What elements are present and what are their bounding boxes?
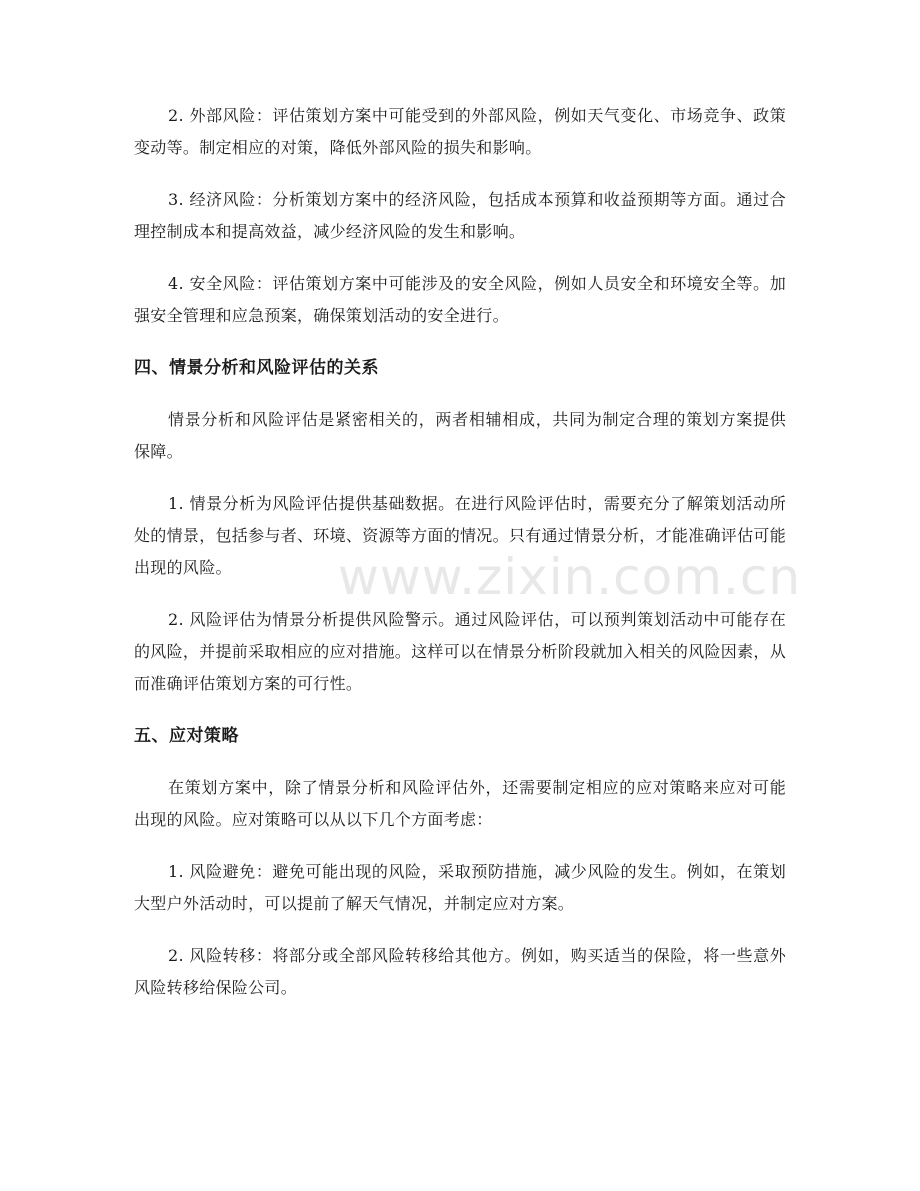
document-body [134, 100, 786, 1024]
paragraph-external-risk: 2. 外部风险：评估策划方案中可能受到的外部风险，例如天气变化、市场竞争、政策变动等。制定相应的对策，降低外部风险的损失和影响。 [134, 106, 786, 157]
paragraph-relationship-intro: 情景分析和风险评估是紧密相关的，两者相辅相成，共同为制定合理的策划方案提供保障。 [134, 410, 786, 461]
paragraph-scenario-provides-data: 1. 情景分析为风险评估提供基础数据。在进行风险评估时，需要充分了解策划活动所处的情景，包括参与者、环境、资源等方面的情况。只有通过情景分析，才能准确评估可能出现的风险。 [134, 494, 787, 577]
paragraph-risk-transfer: 2. 风险转移：将部分或全部风险转移给其他方。例如，购买适当的保险，将一些意外风险转移给保险公司。 [134, 946, 786, 997]
paragraph-risk-avoidance: 1. 风险避免：避免可能出现的风险，采取预防措施，减少风险的发生。例如，在策划大型户外活动时，可以提前了解天气情况，并制定应对方案。 [134, 862, 786, 913]
paragraph-safety-risk: 4. 安全风险：评估策划方案中可能涉及的安全风险，例如人员安全和环境安全等。加强安全管理和应急预案，确保策划活动的安全进行。 [134, 274, 786, 325]
paragraph-strategies-intro: 在策划方案中，除了情景分析和风险评估外，还需要制定相应的应对策略来应对可能出现的风险。应对策略可以从以下几个方面考虑： [134, 778, 786, 829]
watermark: www.zixin.com.cn [338, 548, 802, 606]
section-heading-relationship: 四、情景分析和风险评估的关系 [134, 358, 379, 378]
paragraph-economic-risk: 3. 经济风险：分析策划方案中的经济风险，包括成本预算和收益预期等方面。通过合理控制成本和提高效益，减少经济风险的发生和影响。 [134, 190, 786, 241]
paragraph-risk-provides-warning: 2. 风险评估为情景分析提供风险警示。通过风险评估，可以预判策划活动中可能存在的风险，并提前采取相应的应对措施。这样可以在情景分析阶段就加入相关的风险因素，从而准确评估策划方案的可行性。 [134, 610, 787, 693]
section-heading-strategies: 五、应对策略 [134, 726, 239, 746]
